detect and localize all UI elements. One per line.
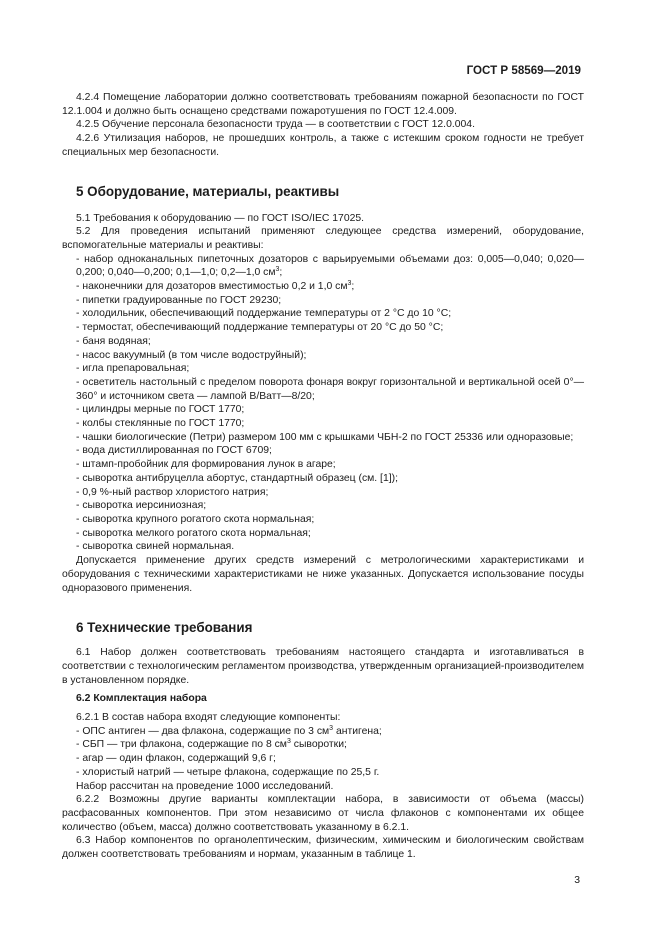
equipment-item: - термостат, обеспечивающий поддержание температуры от 20 °С до 50 °С; [76,322,444,334]
paragraph-6-2-1: 6.2.1 В состав набора входят следующие компоненты: [76,712,341,724]
equipment-item: - штамп-пробойник для формирования лунок в агаре; [76,459,336,471]
kit-note: Набор рассчитан на проведение 1000 исследований. [76,780,334,792]
equipment-item: - колбы стеклянные по ГОСТ 1770; [76,418,245,430]
equipment-item: - сыворотка крупного рогатого скота нормальная; [76,513,315,525]
paragraph-5-2: 5.2 Для проведения испытаний применяют следующее средства измерений, оборудование, вспомогательные материалы и реактивы: [62,226,584,251]
page-number: 3 [574,875,580,886]
equipment-item: - холодильник, обеспечивающий поддержание температуры от 2 °С до 10 °С; [76,308,452,320]
equipment-item: - сыворотка свиней нормальная. [76,541,235,553]
kit-item: - хлористый натрий — четыре флакона, содержащие по 25,5 г. [76,766,380,778]
equipment-item: - набор одноканальных пипеточных дозаторов с варьируемыми объемами доз: 0,005—0,040; 0,020—0,200; 0,040—0,200; 0,1—1,0; 0,2—1,0 $см^3$; [76,253,584,279]
paragraph-6-2-2: 6.2.2 Возможны другие варианты комплектации набора, в зависимости от объема (массы) расфасованных компонентов. При этом независимо от числа флаконов с компонентами их общее количество (объем, масса) должно соответствовать указанному в 6.2.1. [62,794,584,833]
equipment-item: - насос вакуумный (в том числе водоструйный); [76,349,307,361]
equipment-item: - игла препаровальная; [76,363,190,375]
paragraph-6-1: 6.1 Набор должен соответствовать требованиям настоящего стандарта и изготавливаться в соответствии с технологическим регламентом производства, утвержденным организацией-производителем в установленном порядке. [62,647,584,686]
equipment-item: - вода дистиллированная по ГОСТ 6709; [76,445,272,457]
equipment-item: - пипетки градуированные по ГОСТ 29230; [76,294,282,306]
page-header: ГОСТ Р 58569—2019 [466,64,581,77]
equipment-item: - чашки биологические (Петри) размером 100 мм с крышками ЧБН-2 по ГОСТ 25336 или одноразовые; [76,431,574,443]
equipment-item: - осветитель настольный с пределом поворота фонаря вокруг горизонтальной и вертикальной осей 0°—360° и источником света — лампой В/Ватт—8/20; [76,376,584,402]
equipment-item: - цилиндры мерные по ГОСТ 1770; [76,404,245,416]
kit-item: - СБП — три флакона, содержащие по 8 $см^3$ сыворотки; [76,738,347,751]
paragraph-4-2-5: 4.2.5 Обучение персонала безопасности труда — в соответствии с ГОСТ 12.0.004. [76,119,475,131]
paragraph-5-2-note: Допускается применение других средств измерений с метрологическими характеристиками и оборудования с техническими характеристиками не ниже указанных. Допускается использование посуды одноразового применения. [62,555,584,594]
subsection-6-2-title: 6.2 Комплектация набора [76,693,207,705]
section-5-title: 5 Оборудование, материалы, реактивы [76,183,340,199]
paragraph-6-3: 6.3 Набор компонентов по органолептическим, физическим, химическим и биологическим свойствам должен соответствовать требованиям и нормам, указанным в таблице 1. [62,835,584,861]
paragraph-5-1: 5.1 Требования к оборудованию — по ГОСТ ISO/IEC 17025. [76,212,365,224]
paragraph-4-2-4: 4.2.4 Помещение лаборатории должно соответствовать требованиям пожарной безопасности по ГОСТ 12.1.004 и должно быть оснащено средствами пожаротушения по ГОСТ 12.4.009. [62,92,584,117]
equipment-item: - сыворотка антибруцелла абортус, стандартный образец (см. [1]); [76,472,398,484]
document-body [62,91,584,862]
equipment-item: - сыворотка иерсиниозная; [76,500,207,512]
section-6-title: 6 Технические требования [76,620,253,636]
paragraph-4-2-6: 4.2.6 Утилизация наборов, не прошедших контроль, а также с истекшим сроком годности не требует специальных мер безопасности. [62,133,584,158]
kit-item: - ОПС антиген — два флакона, содержащие по 3 $см^3$ антигена; [76,724,382,737]
kit-item: - агар — один флакон, содержащий 9,6 г; [76,753,276,765]
equipment-item: - сыворотка мелкого рогатого скота нормальная; [76,527,311,539]
equipment-item: - баня водяная; [76,335,151,347]
equipment-item: - наконечники для дозаторов вместимостью 0,2 и 1,0 $см^3$; [76,280,355,293]
equipment-item: - 0,9 %-ный раствор хлористого натрия; [76,486,269,498]
